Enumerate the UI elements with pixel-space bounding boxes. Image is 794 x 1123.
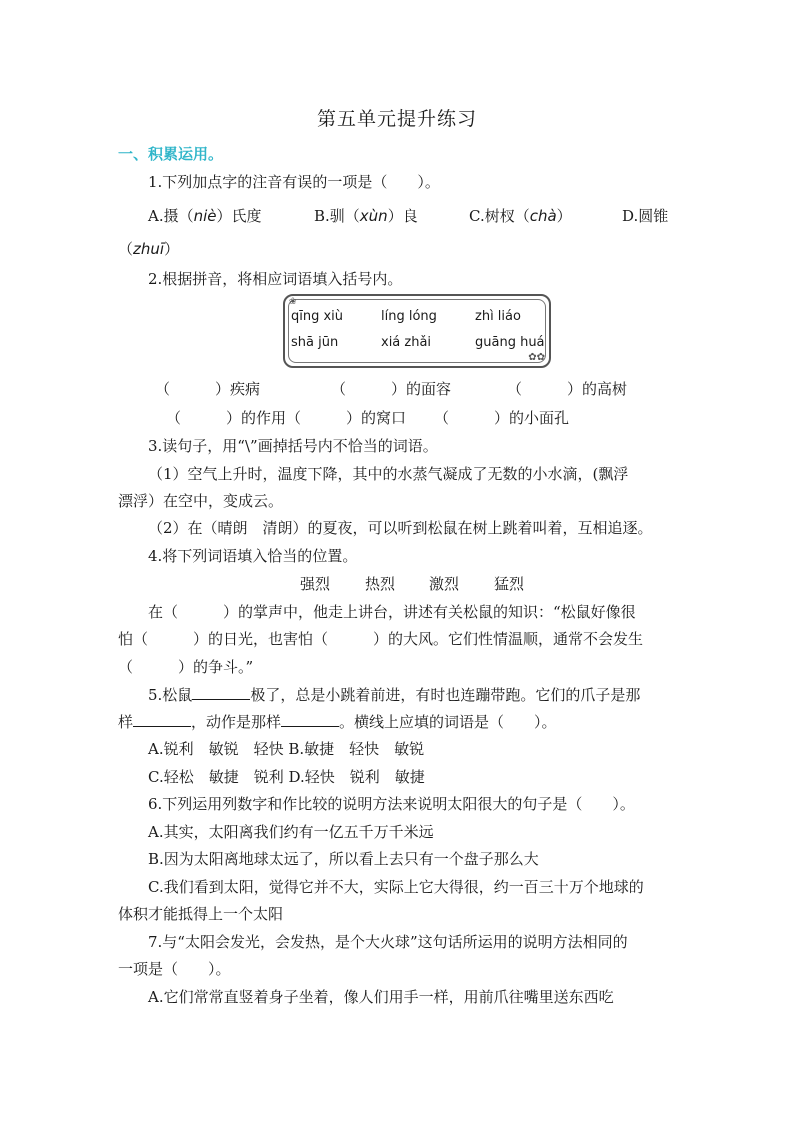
q5-options-cd: C.轻松 敏捷 锐利 D.轻快 锐利 敏捷 xyxy=(148,768,425,786)
q2-fill-2: （ ）的面容 xyxy=(331,380,452,398)
flower-decoration-icon: ✿✿ xyxy=(528,352,545,363)
q6-option-b: B.因为太阳离地球太远了，所以看上去只有一个盘子那么大 xyxy=(148,850,539,868)
page-title: 第五单元提升练习 xyxy=(316,108,477,130)
q1-option-c: C.树杈（chà） xyxy=(469,207,572,225)
q2-fill-5: （ ）的小面孔 xyxy=(434,409,570,427)
q6-option-c-cont: 体积才能抵得上一个太阳 xyxy=(118,905,284,923)
q4-stem: 4.将下列词语填入恰当的位置。 xyxy=(148,547,358,565)
section-heading: 一、积累运用。 xyxy=(118,145,224,163)
q3-sentence-1-cont: 漂浮）在空中，变成云。 xyxy=(118,492,284,510)
q4-passage-line: 在（ ）的掌声中，他走上讲台，讲述有关松鼠的知识：“松鼠好像很 xyxy=(148,603,636,621)
pinyin-item: qīng xiù xyxy=(291,309,344,324)
answer-blank xyxy=(133,712,191,727)
q2-stem: 2.根据拼音，将相应词语填入括号内。 xyxy=(148,270,403,288)
q5-options-ab: A.锐利 敏锐 轻快 B.敏捷 轻快 敏锐 xyxy=(148,740,425,758)
q7-option-a: A.它们常常直竖着身子坐着，像人们用手一样，用前爪往嘴里送东西吃 xyxy=(148,988,614,1006)
q1-option-a: A.摄（niè）氏度 xyxy=(148,207,262,225)
pinyin-item: líng lóng xyxy=(381,309,437,324)
q6-stem: 6.下列运用列数字和作比较的说明方法来说明太阳很大的句子是（ ）。 xyxy=(148,795,635,813)
q7-stem: 7.与“太阳会发光，会发热，是个大火球”这句话所运用的说明方法相同的 xyxy=(148,933,628,951)
pinyin-item: guāng huá xyxy=(475,335,545,350)
pinyin-item: xiá zhǎi xyxy=(381,335,432,350)
q1-option-d-cont: （zhuī） xyxy=(118,240,180,258)
pinyin-item: shā jūn xyxy=(291,335,339,350)
pinyin-item: zhì liáo xyxy=(475,309,521,324)
answer-blank xyxy=(281,712,339,727)
q4-word: 热烈 xyxy=(365,575,396,593)
q4-passage-line: （ ）的争斗。” xyxy=(118,658,254,676)
q1-option-b: B.驯（xùn）良 xyxy=(314,207,418,225)
q3-sentence-1: （1）空气上升时，温度下降，其中的水蒸气凝成了无数的小水滴，(飘浮 xyxy=(148,465,629,483)
answer-blank xyxy=(192,685,250,700)
pinyin-box xyxy=(283,294,551,368)
q5-line-2: 样 ，动作是那样 。横线上应填的词语是（ ）。 xyxy=(118,713,557,731)
q7-stem-cont: 一项是（ ）。 xyxy=(118,960,231,978)
q4-word: 强烈 xyxy=(300,575,331,593)
q5-line-1: 5.松鼠 极了，总是小跳着前进，有时也连蹦带跑。它们的爪子是那 xyxy=(148,686,641,704)
q3-stem: 3.读句子，用“\”画掉括号内不恰当的词语。 xyxy=(148,437,438,455)
q4-passage-line: 怕（ ）的日光，也害怕（ ）的大风。它们性情温顺，通常不会发生 xyxy=(118,630,644,648)
q6-option-a: A.其实，太阳离我们约有一亿五千万千米远 xyxy=(148,823,434,841)
q2-fill-4: （ ）的作用（ ）的窝口 xyxy=(166,409,407,427)
q1-stem: 1.下列加点字的注音有误的一项是（ ）。 xyxy=(148,173,440,191)
q2-fill-1: （ ）疾病 xyxy=(155,380,261,398)
curl-decoration-icon: ❀ xyxy=(289,297,297,307)
q4-word: 激烈 xyxy=(429,575,460,593)
q3-sentence-2: （2）在（晴朗 清朗）的夏夜，可以听到松鼠在树上跳着叫着，互相追逐。 xyxy=(148,519,653,537)
q1-option-d: D.圆锥 xyxy=(622,207,669,225)
q6-option-c: C.我们看到太阳，觉得它并不大，实际上它大得很，约一百三十万个地球的 xyxy=(148,878,644,896)
q4-word: 猛烈 xyxy=(494,575,525,593)
q2-fill-3: （ ）的高树 xyxy=(507,380,628,398)
